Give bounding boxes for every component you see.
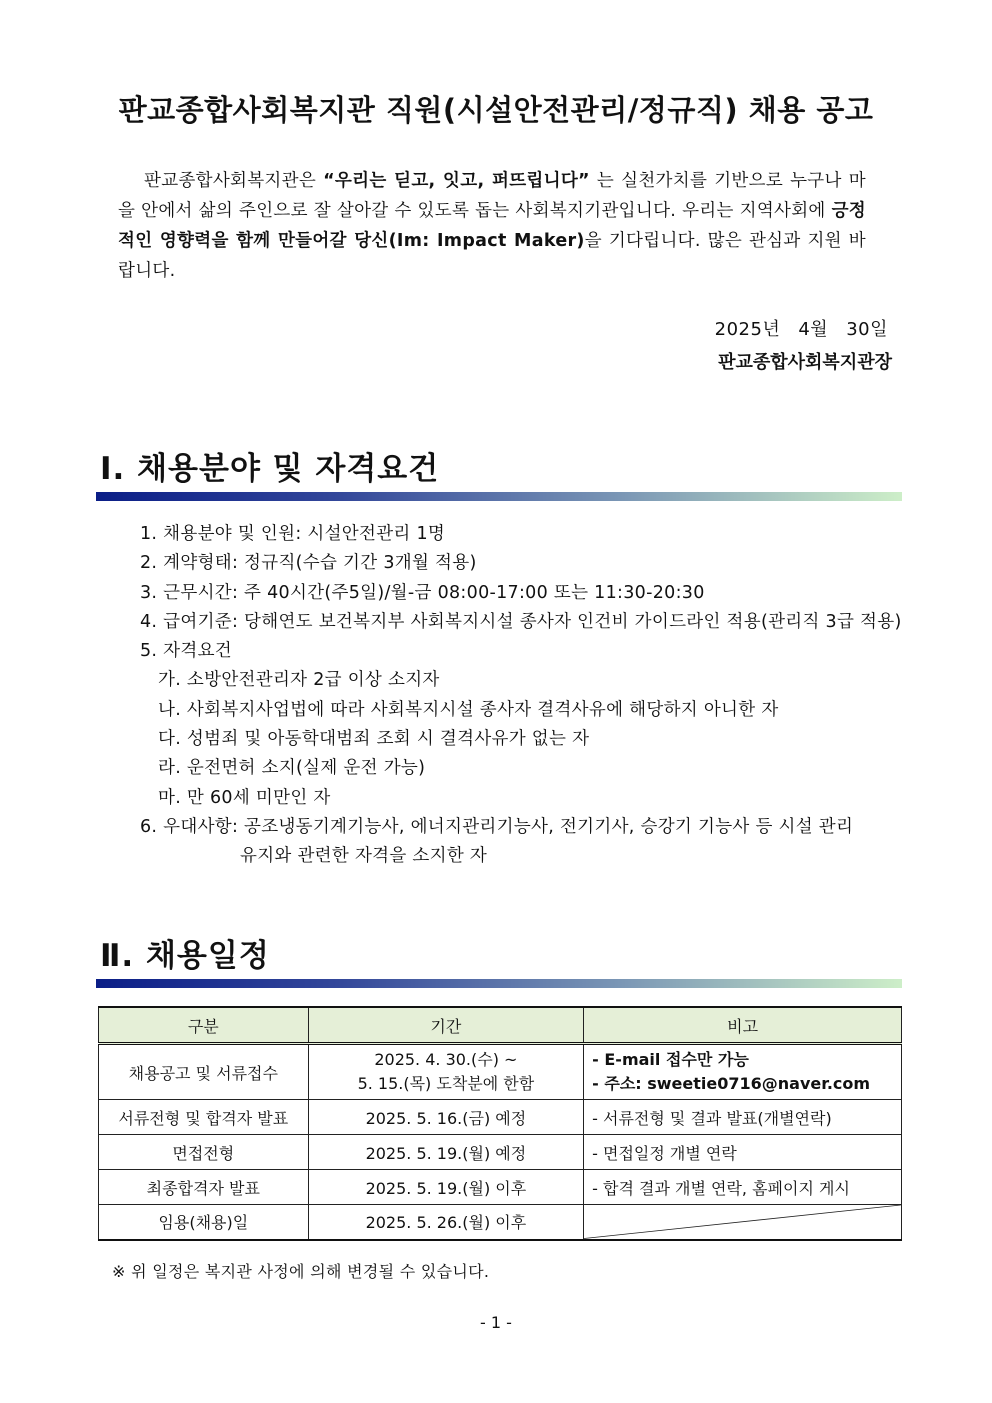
section-2-heading: Ⅱ. 채용일정 xyxy=(100,938,270,974)
cell-note: - 면접일정 개별 연락 xyxy=(584,1135,902,1170)
header-stage: 구분 xyxy=(99,1007,309,1044)
header-period: 기간 xyxy=(308,1007,584,1044)
intro-text-2: 는 실천가치를 기반으로 누구나 마을 안에서 삶의 주인으로 잘 살아갈 수 있도록 돕는 사회복지기관입니다. 우리는 지역사회에 xyxy=(118,171,866,221)
cell-stage: 최종합격자 발표 xyxy=(99,1170,309,1205)
list-item: 3. 근무시간: 주 40시간(주5일)/월-금 08:00-17:00 또는 11:30-20:30 xyxy=(140,582,705,603)
sub-list-item: 다. 성범죄 및 아동학대범죄 조회 시 결격사유가 없는 자 xyxy=(158,729,590,750)
section-2-divider xyxy=(96,979,902,988)
date-day: 30일 xyxy=(846,319,888,340)
schedule-footnote: ※ 위 일정은 복지관 사정에 의해 변경될 수 있습니다. xyxy=(112,1262,490,1281)
list-item-continued: 유지와 관련한 자격을 소지한 자 xyxy=(240,846,488,867)
sub-list-item: 라. 운전면허 소지(실제 운전 가능) xyxy=(158,758,426,779)
cell-period: 2025. 5. 26.(월) 이후 xyxy=(308,1205,584,1240)
cell-stage: 면접전형 xyxy=(99,1135,309,1170)
cell-note: - 합격 결과 개별 연락, 홈페이지 게시 xyxy=(584,1170,902,1205)
section-1-divider xyxy=(96,492,902,501)
table-row xyxy=(99,1135,902,1170)
cell-stage: 채용공고 및 서류접수 xyxy=(99,1044,309,1100)
cell-stage: 임용(채용)일 xyxy=(99,1205,309,1240)
intro-emphasis: 긍정적인 영향력을 함께 만들어갈 당신(Im: Impact Maker) xyxy=(118,201,866,251)
header-note: 비고 xyxy=(584,1007,902,1044)
table-row xyxy=(99,1205,902,1240)
cell-note: - 서류전형 및 결과 발표(개별연락) xyxy=(584,1100,902,1135)
period-line-1: 2025. 4. 30.(수) ~ xyxy=(374,1050,518,1069)
cell-period: 2025. 5. 19.(월) 예정 xyxy=(308,1135,584,1170)
list-item: 2. 계약형태: 정규직(수습 기간 3개월 적용) xyxy=(140,553,477,574)
list-item: 6. 우대사항: 공조냉동기계기능사, 에너지관리기능사, 전기기사, 승강기 기능사 등 시설 관리 xyxy=(140,816,854,837)
table-header-row xyxy=(99,1007,902,1044)
list-item: 1. 채용분야 및 인원: 시설안전관리 1명 xyxy=(140,524,446,544)
requirements-list xyxy=(140,520,902,872)
page-number: - 1 - xyxy=(480,1313,512,1332)
cell-note-empty xyxy=(584,1205,902,1240)
intro-text-3: 을 기다립니다. 많은 관심과 지원 바랍니다. xyxy=(118,231,866,281)
intro-paragraph xyxy=(118,166,866,286)
document-title: 판교종합사회복지관 직원(시설안전관리/정규직) 채용 공고 xyxy=(118,93,874,127)
note-line-2: - 주소: sweetie0716@naver.com xyxy=(592,1074,871,1093)
signer: 판교종합사회복지관장 xyxy=(718,352,892,373)
cell-note xyxy=(584,1044,902,1100)
date-year: 2025년 xyxy=(714,319,781,340)
cell-period: 2025. 5. 16.(금) 예정 xyxy=(308,1100,584,1135)
sub-list-item: 가. 소방안전관리자 2급 이상 소지자 xyxy=(158,670,440,691)
cell-period xyxy=(308,1044,584,1100)
section-1-heading: Ⅰ. 채용분야 및 자격요건 xyxy=(100,451,440,487)
intro-motto: “우리는 딛고, 잇고, 퍼뜨립니다” xyxy=(323,171,590,191)
note-line-1: - E-mail 접수만 가능 xyxy=(592,1050,749,1069)
sub-list-item: 마. 만 60세 미만인 자 xyxy=(158,787,331,808)
period-line-2: 5. 15.(목) 도착분에 한함 xyxy=(357,1074,535,1093)
list-item: 4. 급여기준: 당해연도 보건복지부 사회복지시설 종사자 인건비 가이드라인 적용(관리직 3급 적용) xyxy=(140,611,902,632)
list-item: 5. 자격요건 xyxy=(140,641,232,662)
diagonal-line xyxy=(584,1205,901,1239)
table-row xyxy=(99,1100,902,1135)
sub-list-item: 나. 사회복지사업법에 따라 사회복지시설 종사자 결격사유에 해당하지 아니한 자 xyxy=(158,699,779,720)
intro-text-1: 판교종합사회복지관은 xyxy=(144,171,324,191)
schedule-table xyxy=(98,1006,902,1241)
table-row xyxy=(99,1170,902,1205)
date-month: 4월 xyxy=(798,319,829,340)
cell-stage: 서류전형 및 합격자 발표 xyxy=(99,1100,309,1135)
announcement-date xyxy=(715,315,888,341)
table-row xyxy=(99,1044,902,1100)
cell-period: 2025. 5. 19.(월) 이후 xyxy=(308,1170,584,1205)
